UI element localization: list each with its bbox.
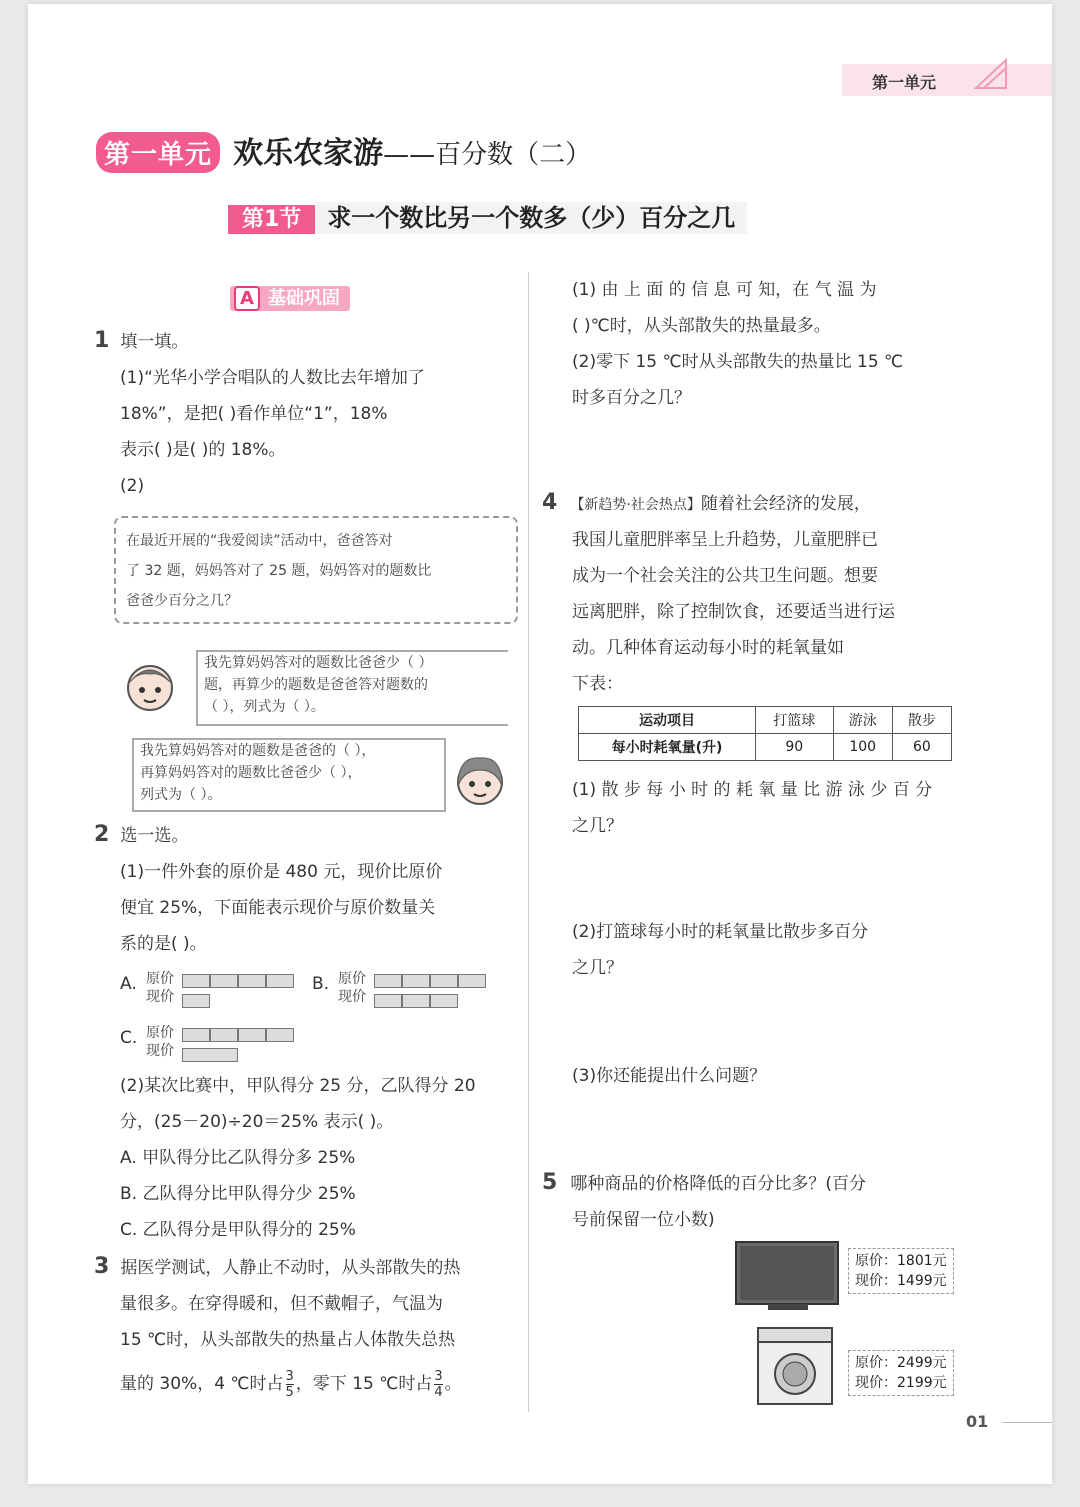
unit-badge: 第一单元	[96, 132, 220, 173]
bubble1-line3: （ ），列式为（ ）。	[204, 699, 325, 715]
tv-original-price: 原价：1801元	[855, 1253, 947, 1269]
label-original: 原价	[146, 1025, 174, 1041]
label-current: 现价	[338, 989, 366, 1005]
question-number: 4	[542, 490, 558, 515]
page-number-rule	[1002, 1422, 1052, 1423]
q4-line4: 远离肥胖，除了控制饮食，还要适当进行运	[572, 602, 895, 622]
q3-line2: 量很多。在穿得暖和，但不戴帽子，气温为	[120, 1294, 443, 1314]
fraction-3-4: $\frac{3}{4}$	[434, 1368, 443, 1400]
label-current: 现价	[146, 1043, 174, 1059]
washer-price-box	[848, 1350, 954, 1396]
question-number: 5	[542, 1170, 558, 1195]
q2-p1-line3: 系的是( )。	[120, 934, 207, 954]
q2-p2-line1: (2)某次比赛中，甲队得分 25 分，乙队得分 20	[120, 1076, 476, 1096]
q3-line1: 据医学测试，人静止不动时，从头部散失的热	[120, 1258, 461, 1278]
category-label: 基础巩固	[267, 288, 340, 309]
speech-bubble-2	[132, 738, 446, 812]
bubble2-line3: 列式为（ ）。	[140, 787, 222, 803]
table-cell: 每小时耗氧量(升)	[579, 734, 756, 761]
q4-line6: 下表：	[572, 674, 623, 694]
washer-current-price: 现价：2199元	[855, 1375, 947, 1391]
q4-p1-line2: 之几？	[572, 816, 623, 836]
bar-original	[182, 1024, 322, 1043]
option-b[interactable]: B. 原价 现价	[312, 966, 329, 1002]
q4-tag: 【新趋势·社会热点】	[570, 497, 701, 513]
q1-p1-line1: (1)“光华小学合唱队的人数比去年增加了	[120, 368, 425, 388]
question-5	[542, 1166, 866, 1202]
speech-bubble-1	[196, 650, 508, 726]
q3-line3: 15 ℃时，从头部散失的热量占人体散失总热	[120, 1330, 456, 1350]
bar-current	[182, 1044, 252, 1063]
question-4	[542, 486, 871, 523]
corner-decoration-icon	[972, 58, 1012, 92]
q4-p2-line2: 之几？	[572, 958, 623, 978]
bubble2-line2: 再算妈妈答对的题数比爸爸少（ ），	[140, 765, 362, 781]
q3-p2-line2: 时多百分之几？	[572, 388, 691, 408]
column-divider	[528, 272, 529, 1412]
category-letter: A	[234, 286, 260, 311]
box-line3: 爸爸少百分之几？	[126, 593, 238, 609]
unit-title-sub: ——百分数（二）	[383, 140, 592, 170]
q1-p1-line2: 18%”，是把( )看作单位“1”，18%	[120, 404, 388, 424]
table-row	[579, 734, 952, 761]
q4-line5: 动。几种体育运动每小时的耗氧量如	[572, 638, 844, 658]
q1-p2-label: (2)	[120, 476, 145, 496]
bubble1-line2: 题，再算少的题数是爸爸答对题数的	[204, 677, 428, 693]
student-avatar-girl-icon	[454, 752, 506, 808]
bar-current	[374, 990, 494, 1009]
q2-option-c[interactable]: C. 乙队得分是甲队得分的 25%	[120, 1220, 356, 1240]
unit-tag: 第一单元	[872, 73, 937, 92]
unit-title-main: 欢乐农家游	[233, 136, 384, 171]
q4-line2: 我国儿童肥胖率呈上升趋势，儿童肥胖已	[572, 530, 878, 550]
bar-current	[182, 990, 210, 1009]
table-cell: 100	[833, 734, 892, 761]
question-2	[94, 818, 188, 854]
q2-option-b[interactable]: B. 乙队得分比甲队得分少 25%	[120, 1184, 356, 1204]
table-header-cell: 运动项目	[579, 707, 756, 734]
unit-title	[96, 128, 591, 173]
washing-machine-icon	[754, 1324, 840, 1408]
q4-p3: (3)你还能提出什么问题？	[572, 1066, 767, 1086]
bubble2-line1: 我先算妈妈答对的题数是爸爸的（ ），	[140, 743, 376, 759]
section-badge: 第1节	[228, 205, 315, 234]
table-header-cell: 打篮球	[756, 707, 834, 734]
page-number: 01	[966, 1412, 989, 1431]
running-header	[842, 64, 1052, 96]
tv-price-box	[848, 1248, 954, 1294]
q3-p1-line2: ( )℃时，从头部散失的热量最多。	[572, 316, 831, 336]
option-a[interactable]: A. 原价 现价	[120, 966, 137, 1002]
washer-original-price: 原价：2499元	[855, 1355, 947, 1371]
q3-p2-line1: (2)零下 15 ℃时从头部散失的热量比 15 ℃	[572, 352, 904, 372]
table-header-cell: 散步	[892, 707, 951, 734]
label-original: 原价	[146, 971, 174, 987]
tv-current-price: 现价：1499元	[855, 1273, 947, 1289]
workbook-page	[28, 4, 1052, 1484]
table-header-cell: 游泳	[833, 707, 892, 734]
section-header	[228, 198, 747, 233]
q4-p2-line1: (2)打篮球每小时的耗氧量比散步多百分	[572, 922, 869, 942]
question-1	[94, 324, 188, 360]
q5-line1: 哪种商品的价格降低的百分比多？(百分	[570, 1174, 867, 1194]
problem-box	[114, 516, 518, 624]
box-line2: 了 32 题，妈妈答对了 25 题，妈妈答对的题数比	[126, 563, 432, 579]
label-current: 现价	[146, 989, 174, 1005]
q2-p1-line2: 便宜 25%，下面能表示现价与原价数量关	[120, 898, 436, 918]
box-line1: 在最近开展的“我爱阅读”活动中，爸爸答对	[126, 533, 393, 549]
bar-original	[182, 970, 322, 989]
question-title: 填一填。	[120, 332, 189, 352]
q5-line2: 号前保留一位小数)	[572, 1210, 715, 1230]
q4-line1: 随着社会经济的发展，	[700, 494, 871, 514]
question-3	[94, 1250, 460, 1286]
option-c[interactable]: C. 原价 现价	[120, 1020, 137, 1056]
q4-line3: 成为一个社会关注的公共卫生问题。想要	[572, 566, 878, 586]
q1-p1-line3: 表示( )是( )的 18%。	[120, 440, 286, 460]
table-header-row	[579, 707, 952, 734]
table-cell: 60	[892, 734, 951, 761]
bar-original	[374, 970, 514, 989]
question-title: 选一选。	[120, 826, 189, 846]
q4-p1-line1: (1) 散 步 每 小 时 的 耗 氧 量 比 游 泳 少 百 分	[572, 780, 933, 800]
section-title: 求一个数比另一个数多（少）百分之几	[315, 202, 747, 234]
q3-line4: 量的 30%，4 ℃时占 $\frac{3}{5}$ ，零下 15 ℃时占 $\frac{3}{4}$ 。	[120, 1368, 462, 1400]
student-avatar-icon	[124, 658, 176, 714]
q2-p2-line2: 分，(25－20)÷20＝25% 表示( )。	[120, 1112, 394, 1132]
q3-p1-line1: (1) 由 上 面 的 信 息 可 知，在 气 温 为	[572, 280, 877, 300]
question-number: 1	[94, 328, 110, 353]
label-original: 原价	[338, 971, 366, 987]
television-icon	[734, 1240, 842, 1314]
bubble1-line1: 我先算妈妈答对的题数比爸爸少（ ）	[204, 655, 433, 671]
question-number: 2	[94, 822, 110, 847]
table-cell: 90	[756, 734, 834, 761]
fraction-3-5: $\frac{3}{5}$	[285, 1368, 294, 1400]
oxygen-table	[578, 706, 952, 761]
q2-p1-line1: (1)一件外套的原价是 480 元，现价比原价	[120, 862, 443, 882]
q2-option-a[interactable]: A. 甲队得分比乙队得分多 25%	[120, 1148, 356, 1168]
category-badge	[230, 284, 350, 311]
question-number: 3	[94, 1254, 110, 1279]
